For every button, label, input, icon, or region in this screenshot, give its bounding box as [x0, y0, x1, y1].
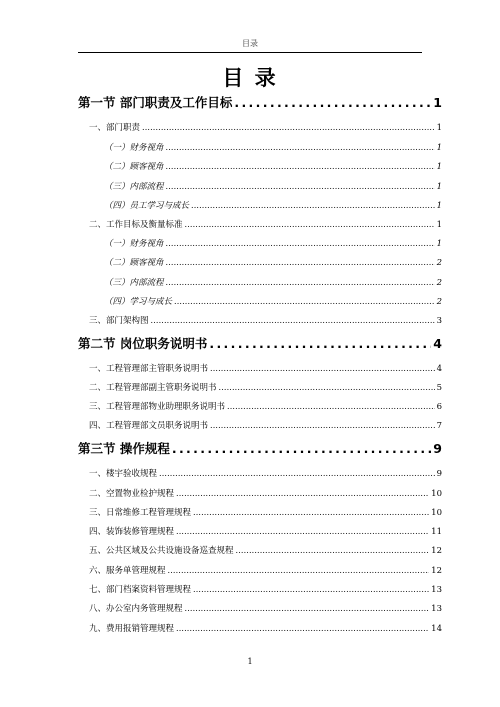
- toc-entry-page: 1: [436, 239, 442, 249]
- leader-dots: [210, 364, 435, 373]
- toc-entry-page: 12: [431, 546, 442, 556]
- leader-dots: [227, 402, 435, 411]
- toc-entry-page: 6: [436, 402, 442, 412]
- toc-title: 目 录: [222, 66, 278, 90]
- leader-dots: [166, 143, 435, 152]
- leader-dots: [166, 239, 435, 248]
- toc-entry[interactable]: [104, 199, 442, 211]
- toc-entry-page: 2: [436, 278, 442, 288]
- toc-entry[interactable]: [89, 314, 442, 326]
- toc-entry-page: 4: [433, 336, 442, 351]
- leader-dots: [185, 604, 430, 613]
- toc-entry-page: 3: [436, 316, 442, 326]
- leader-dots: [209, 336, 431, 351]
- toc-entry[interactable]: [78, 334, 442, 352]
- page-header-text: 目录: [242, 39, 258, 48]
- toc-entry-label: （三）内部流程: [104, 182, 164, 192]
- leader-dots: [176, 527, 429, 536]
- toc-entry[interactable]: [104, 295, 442, 307]
- toc-entry-page: 2: [436, 258, 442, 268]
- toc-entry-page: 1: [436, 182, 442, 192]
- toc-entry-page: 5: [436, 383, 442, 393]
- page-number: 1: [247, 657, 253, 666]
- leader-dots: [219, 383, 435, 392]
- toc-entry-page: 1: [436, 201, 442, 211]
- toc-entry-page: 9: [433, 441, 442, 456]
- leader-dots: [166, 182, 435, 191]
- toc-entry-page: 4: [436, 364, 442, 374]
- toc-entry[interactable]: [89, 218, 442, 230]
- toc-entry-label: 一、部门职责: [89, 123, 141, 133]
- toc-entry[interactable]: [89, 544, 442, 556]
- toc-entry[interactable]: [104, 237, 442, 249]
- leader-dots: [210, 421, 435, 430]
- leader-dots: [166, 278, 435, 287]
- toc-entry[interactable]: [104, 276, 442, 288]
- toc-entry-page: 7: [436, 421, 442, 431]
- toc-entry[interactable]: [78, 439, 442, 457]
- toc-entry[interactable]: [89, 525, 442, 537]
- leader-dots: [236, 546, 430, 555]
- toc-entry-label: 第三节 操作规程: [78, 441, 170, 456]
- toc-entry-page: 10: [431, 508, 442, 518]
- leader-dots: [176, 624, 429, 633]
- toc-entry-page: 1: [433, 95, 442, 110]
- toc-entry-label: 四、装饰装修管理规程: [89, 527, 175, 537]
- toc-entry[interactable]: [89, 602, 442, 614]
- toc-entry-label: 三、日常维修工程管理规程: [89, 508, 192, 518]
- toc-entry[interactable]: [104, 180, 442, 192]
- toc-entry-page: 13: [431, 604, 442, 614]
- toc-entry-page: 13: [431, 585, 442, 595]
- toc-entry-label: 九、费用报销管理规程: [89, 624, 175, 634]
- toc-entry[interactable]: [89, 362, 442, 374]
- toc-entry-label: （二）顾客视角: [104, 162, 164, 172]
- toc-entry-page: 14: [431, 624, 442, 634]
- toc-entry[interactable]: [89, 467, 442, 479]
- toc-entry[interactable]: [104, 141, 442, 153]
- toc-entry-label: 五、公共区域及公共设施设备巡查规程: [89, 546, 234, 556]
- toc-entry[interactable]: [89, 506, 442, 518]
- toc-entry[interactable]: [89, 564, 442, 576]
- toc-entry-page: 1: [436, 143, 442, 153]
- toc-entry-label: 三、工程管理部物业助理职务说明书: [89, 402, 226, 412]
- toc-entry-label: 二、工程管理部副主管职务说明书: [89, 383, 217, 393]
- toc-entry-label: 第二节 岗位职务说明书: [78, 336, 208, 351]
- leader-dots: [185, 220, 435, 229]
- toc-entry-label: 七、部门档案资料管理规程: [89, 585, 192, 595]
- toc-entry-label: 三、部门架构图: [89, 316, 149, 326]
- leader-dots: [159, 469, 435, 478]
- leader-dots: [191, 201, 435, 210]
- leader-dots: [151, 316, 435, 325]
- toc-entry-label: 二、工作目标及衡量标准: [89, 220, 183, 230]
- toc-entry-label: （一）财务视角: [104, 239, 164, 249]
- toc-entry-label: （一）财务视角: [104, 143, 164, 153]
- toc-entry-label: 四、工程管理部文员职务说明书: [89, 421, 209, 431]
- toc-entry-page: 1: [436, 162, 442, 172]
- leader-dots: [166, 162, 435, 171]
- leader-dots: [142, 123, 435, 132]
- toc-entry-page: 10: [431, 489, 442, 499]
- toc-entry[interactable]: [89, 121, 442, 133]
- toc-entry-label: 二、空置物业检护规程: [89, 489, 175, 499]
- toc-entry-label: 八、办公室内务管理规程: [89, 604, 183, 614]
- toc-entry[interactable]: [104, 256, 442, 268]
- toc-entry-label: 一、楼宇验收规程: [89, 469, 158, 479]
- toc-entry-label: （三）内部流程: [104, 278, 164, 288]
- toc-entry-page: 2: [436, 297, 442, 307]
- leader-dots: [193, 508, 429, 517]
- toc-entry-page: 1: [436, 123, 442, 133]
- toc-entry[interactable]: [89, 381, 442, 393]
- toc-entry[interactable]: [89, 583, 442, 595]
- toc-entry-page: 1: [436, 220, 442, 230]
- toc-entry[interactable]: [89, 622, 442, 634]
- toc-entry[interactable]: [89, 487, 442, 499]
- toc-entry-page: 11: [431, 527, 442, 537]
- leader-dots: [166, 258, 435, 267]
- leader-dots: [176, 489, 429, 498]
- leader-dots: [172, 441, 431, 456]
- toc-entry-label: 六、服务单管理规程: [89, 566, 166, 576]
- toc-entry[interactable]: [78, 93, 442, 111]
- toc-entry-label: （四）学习与成长: [104, 297, 173, 307]
- toc-entry-label: 一、工程管理部主管职务说明书: [89, 364, 209, 374]
- leader-dots: [174, 297, 435, 306]
- toc-entry[interactable]: [89, 400, 442, 412]
- toc-entry-page: 12: [431, 566, 442, 576]
- toc-entry-page: 9: [436, 469, 442, 479]
- toc-entry[interactable]: [89, 419, 442, 431]
- toc-entry[interactable]: [104, 160, 442, 172]
- leader-dots: [168, 566, 430, 575]
- leader-dots: [234, 95, 431, 110]
- toc-entry-label: （二）顾客视角: [104, 258, 164, 268]
- toc-entry-label: （四）员工学习与成长: [104, 201, 190, 211]
- leader-dots: [193, 585, 429, 594]
- toc-entry-label: 第一节 部门职责及工作目标: [78, 95, 233, 110]
